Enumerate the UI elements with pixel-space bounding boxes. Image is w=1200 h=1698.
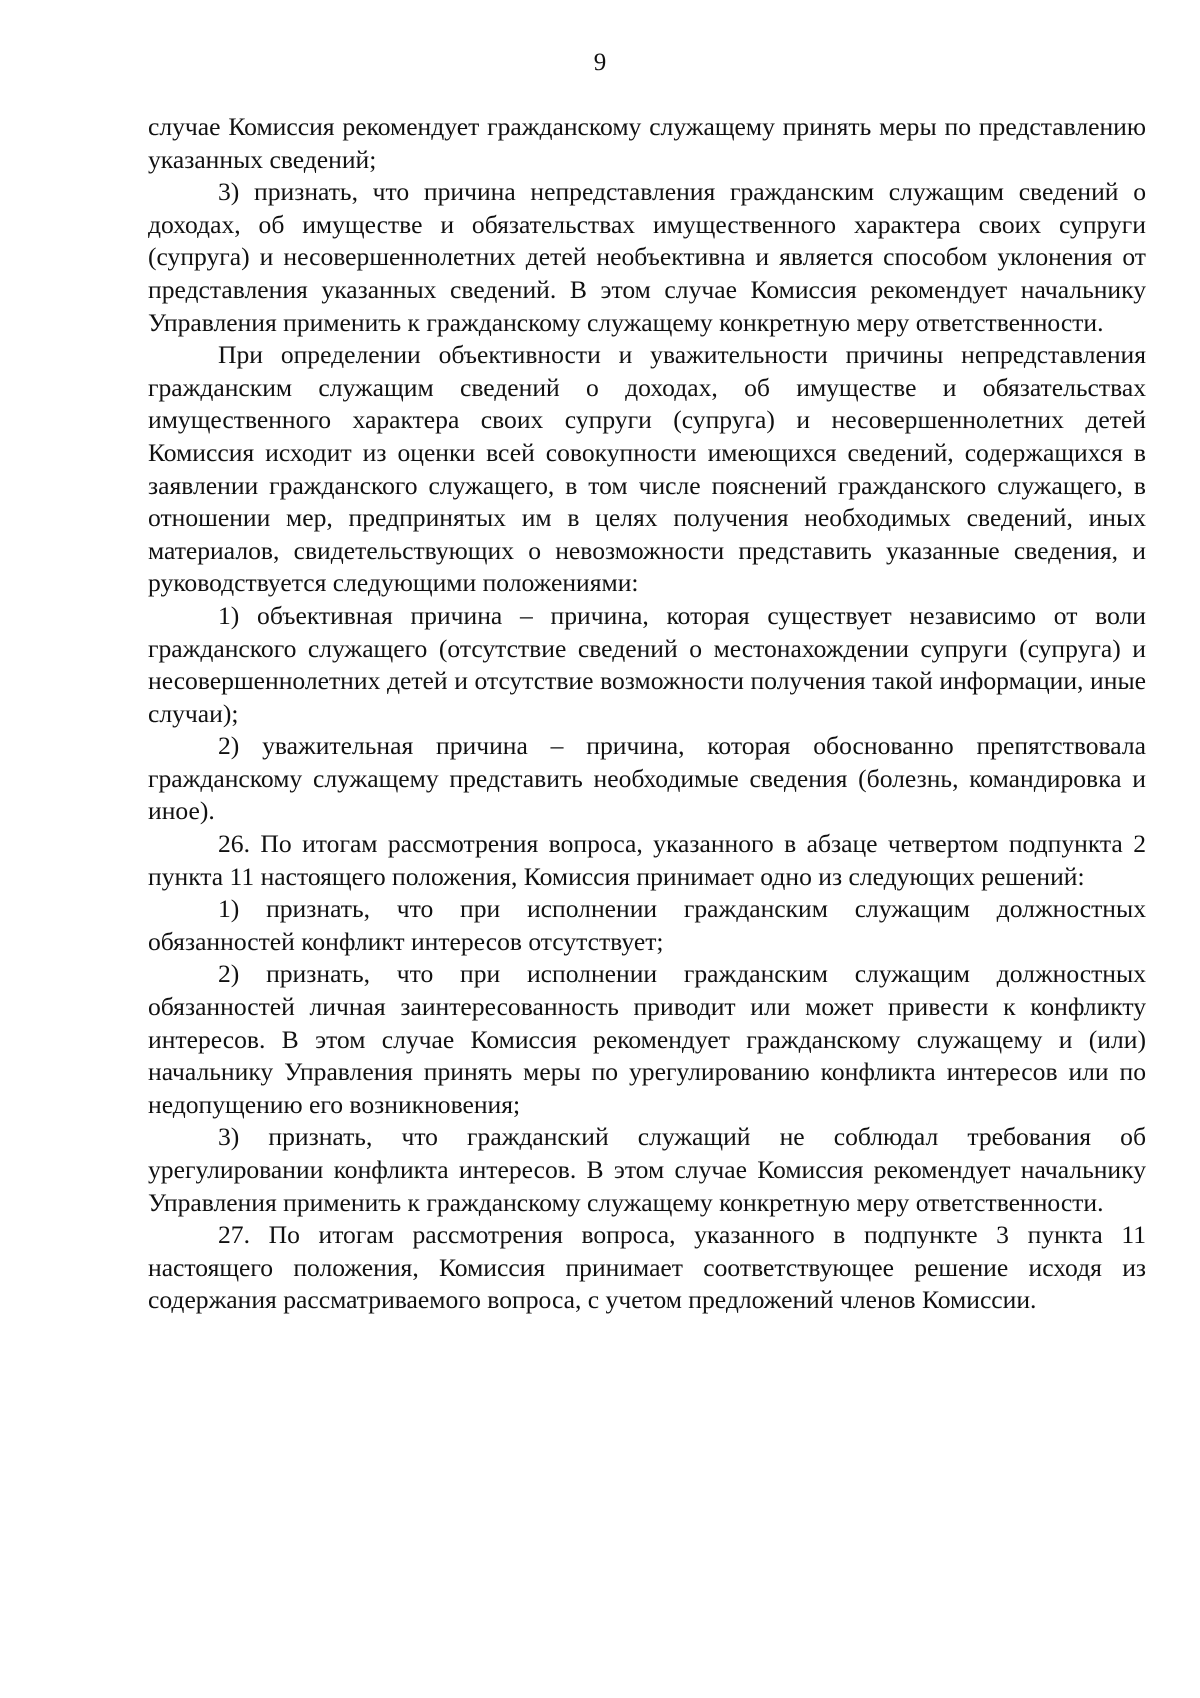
paragraph-objective-reason: 1) объективная причина – причина, которая существует независимо от воли гражданского служащего (отсутствие сведений о местонахождении супруги (супруга) и несовершеннолетних детей и отсутствие возможности получения такой информации, иные случаи); (148, 600, 1146, 728)
page-number: 9 (593, 49, 607, 76)
paragraph-continuation: случае Комиссия рекомендует гражданскому служащему принять меры по представлению указанных сведений; (148, 112, 1146, 174)
paragraph-valid-reason: 2) уважительная причина – причина, которая обоснованно препятствовала гражданскому служащему представить необходимые сведения (болезнь, командировка и иное). (148, 731, 1146, 826)
paragraph-decision-2: 2) признать, что при исполнении гражданским служащим должностных обязанностей личная заинтересованность приводит или может привести к конфликту интересов. В этом случае Комиссия рекомендует гражданскому служащему и (или) начальнику Управления принять меры по урегулированию конфликта интересов или по недопущению его возникновения; (148, 959, 1146, 1119)
paragraph-decision-1: 1) признать, что при исполнении гражданским служащим должностных обязанностей конфликт интересов отсутствует; (148, 894, 1146, 956)
paragraph-section-27: 27. По итогам рассмотрения вопроса, указанного в подпункте 3 пункта 11 настоящего положения, Комиссия принимает соответствующее решение исходя из содержания рассматриваемого вопроса, с учетом предложений членов Комиссии. (148, 1220, 1146, 1315)
paragraph-decision-3: 3) признать, что гражданский служащий не соблюдал требования об урегулировании конфликта интересов. В этом случае Комиссия рекомендует начальнику Управления применить к гражданскому служащему конкретную меру ответственности. (148, 1122, 1146, 1217)
paragraph-section-26: 26. По итогам рассмотрения вопроса, указанного в абзаце четвертом подпункта 2 пункта 11 настоящего положения, Комиссия принимает одно из следующих решений: (148, 829, 1146, 891)
paragraph-item-3-unobjective-reason: 3) признать, что причина непредставления гражданским служащим сведений о доходах, об имуществе и обязательствах имущественного характера своих супруги (супруга) и несовершеннолетних детей необъективна и является способом уклонения от представления указанных сведений. В этом случае Комиссия рекомендует начальнику Управления применить к гражданскому служащему конкретную меру ответственности. (148, 177, 1146, 337)
document-body (148, 111, 1146, 1317)
paragraph-assessment-criteria: При определении объективности и уважительности причины непредставления гражданским служащим сведений о доходах, об имуществе и обязательствах имущественного характера своих супруги (супруга) и несовершеннолетних детей Комиссия исходит из оценки всей совокупности имеющихся сведений, содержащихся в заявлении гражданского служащего, в том числе пояснений гражданского служащего, в отношении мер, предпринятых им в целях получения необходимых сведений, иных материалов, свидетельствующих о невозможности представить указанные сведения, и руководствуется следующими положениями: (148, 340, 1146, 598)
